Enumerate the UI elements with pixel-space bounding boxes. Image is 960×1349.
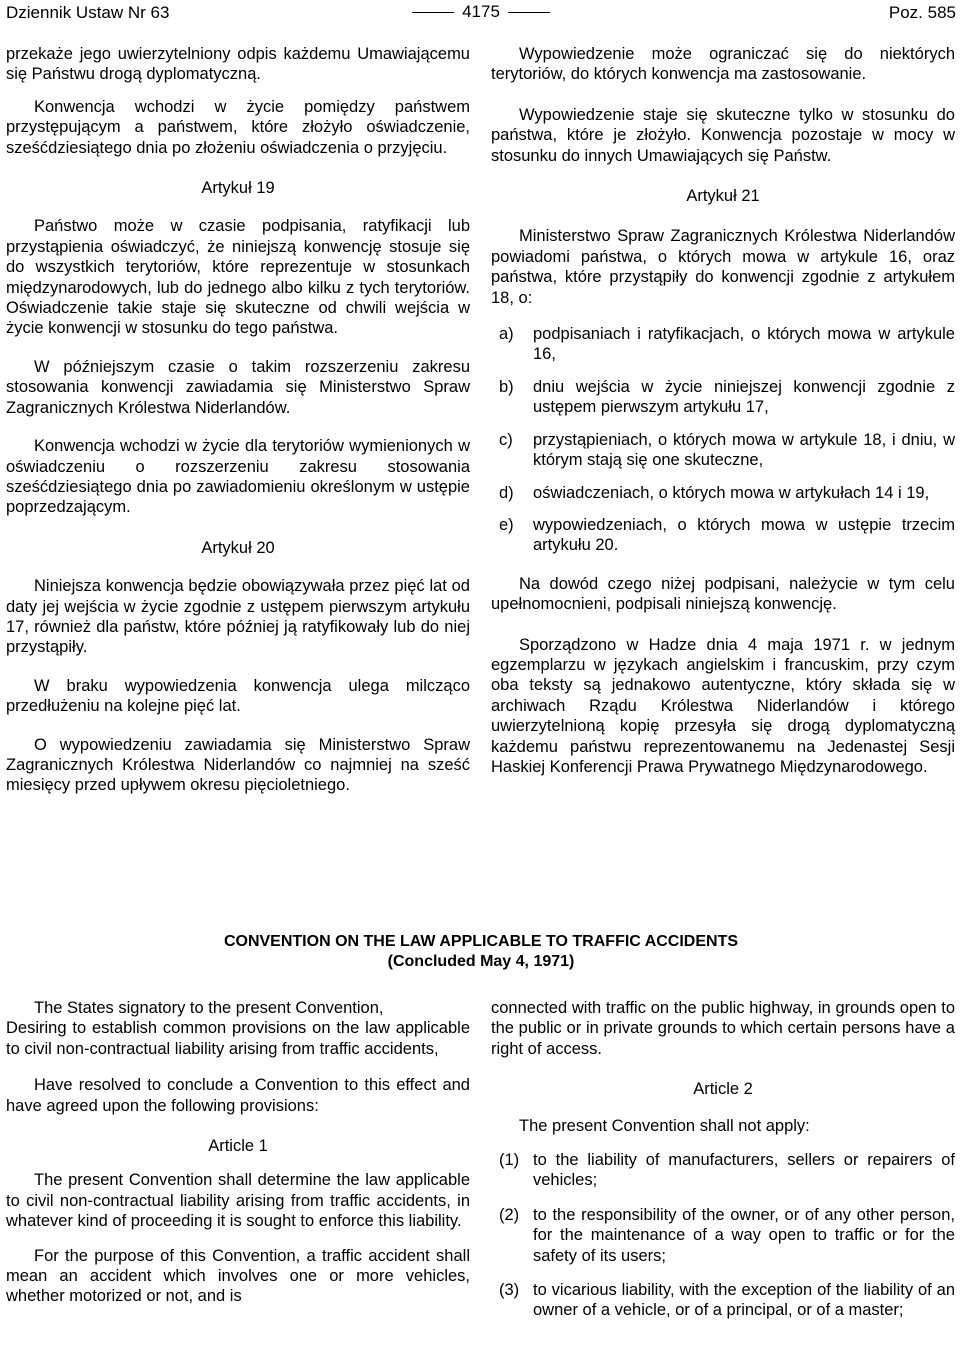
paragraph: Sporządzono w Hadze dnia 4 maja 1971 r. w jednym egzemplarzu w językach angielskim i francuskim, przy czym oba teksty są jednakowo autentyczne, który składa się w archiwach Rządu Królestwa Niderlandów i którego uwierzytelnioną kopię przesyła się drogą dyplomatyczną każdemu państwu reprezentowanemu na Jedenastej Sesji Haskiej Konferencji Prawa Prywatnego Międzynarodowego. [491,635,955,776]
page-number-group [412,2,550,22]
paragraph: The present Convention shall not apply: [519,1116,810,1135]
list-item [491,1205,955,1266]
paragraph: For the purpose of this Convention, a traffic accident shall mean an accident which involves one or more vehicles, whether motorized or not, and is [6,1246,470,1306]
list-item [491,515,955,556]
polish-left-column [6,44,470,808]
list-item [491,483,955,503]
list-label: (2) [499,1205,520,1224]
english-left-column [6,998,470,1319]
paragraph: Have resolved to conclude a Convention to this effect and have agreed upon the following provisions: [6,1076,470,1115]
list-text: przystąpieniach, o których mowa w artykule 18, i dniu, w którym stają się one skuteczne, [533,430,955,470]
convention-subtitle: (Concluded May 4, 1971) [387,953,575,970]
paragraph: Wypowiedzenie może ograniczać się do niektórych terytoriów, do których konwencja ma zastosowanie. [491,45,955,84]
journal-name: Dziennik Ustaw Nr 63 [6,2,170,22]
paragraph: przekaże jego uwierzytelniony odpis każdemu Umawiającemu się Państwu drogą dyplomatyczną. [6,45,470,84]
list-text: to the responsibility of the owner, or of any other person, for the maintenance of a way open to traffic or for the safety of its users; [533,1205,955,1265]
paragraph: Desiring to establish common provisions on the law applicable to civil non-contractual liability arising from traffic accidents, [6,1019,470,1058]
list-item [491,1280,955,1321]
paragraph: W braku wypowiedzenia konwencja ulega milcząco przedłużeniu na kolejne pięć lat. [6,676,470,716]
paragraph: The States signatory to the present Convention, [34,999,384,1017]
list-label: b) [499,377,514,396]
dash-left [412,12,454,13]
list-label: c) [499,430,513,449]
list-text: dniu wejścia w życie niniejszej konwencji zgodnie z ustępem pierwszym artykułu 17, [533,377,955,417]
page-header [6,0,956,24]
list-item [491,1150,955,1191]
paragraph: The present Convention shall determine the law applicable to civil non-contractual liability arising from traffic accidents, in whatever kind of proceeding it is sought to enforce this liability. [6,1171,470,1231]
paragraph: O wypowiedzeniu zawiadamia się Ministerstwo Spraw Zagranicznych Królestwa Niderlandów co najmniej na sześć miesięcy przed upływem okresu pięcioletniego. [6,735,470,795]
position-number: Poz. 585 [888,2,956,22]
paragraph: Ministerstwo Spraw Zagranicznych Królestwa Niderlandów powiadomi państwa, o których mowa w artykule 16, oraz państwa, które przystąpiły do konwencji zgodnie z artykułem 18, o: [491,227,955,307]
paragraph: Państwo może w czasie podpisania, ratyfikacji lub przystąpienia oświadczyć, że niniejszą konwencję stosuje się do wszystkich terytoriów, które reprezentuje w stosunkach międzynarodowych, lub do jednego albo kilku z tych terytoriów. Oświadczenie takie staje się skuteczne od chwili wejścia w życie konwencji w stosunku do tego państwa. [6,217,470,338]
article-20-heading: Artykuł 20 [201,538,275,557]
paragraph: Na dowód czego niżej podpisani, należycie w tym celu upełnomocnieni, podpisali niniejszą konwencję. [491,574,955,614]
list-text: wypowiedzeniach, o których mowa w ustępie trzecim artykułu 20. [533,515,955,555]
convention-title-block [6,932,956,972]
list-label: d) [499,483,514,502]
list-label: (1) [499,1151,520,1170]
paragraph: Konwencja wchodzi w życie dla terytoriów wymienionych w oświadczeniu o rozszerzeniu zakresu stosowania sześćdziesiątego dnia po zawiadomieniu określonym w ustępie poprzedzającym. [6,437,470,517]
list-item [491,324,955,365]
english-right-column [491,998,955,1333]
list-label: (3) [499,1281,520,1300]
list-text: to the liability of manufacturers, sellers or repairers of vehicles; [533,1151,955,1190]
list-text: to vicarious liability, with the exception of the liability of an owner of a vehicle, or of a principal, or of a master; [533,1281,955,1320]
document-page [6,0,956,1349]
list-item [491,377,955,418]
polish-right-column [491,44,955,789]
paragraph: Niniejsza konwencja będzie obowiązywała przez pięć lat od daty jej wejścia w życie zgodnie z ustępem pierwszym artykułu 17, również dla państw, które później ją ratyfikowały lub do niej przystąpiły. [6,577,470,657]
list-item [491,430,955,471]
paragraph: Wypowiedzenie staje się skuteczne tylko w stosunku do państwa, które je złożyło. Konwencja pozostaje w mocy w stosunku do innych Umawiających się Państw. [491,105,955,165]
paragraph: connected with traffic on the public highway, in grounds open to the public or in private grounds to which certain persons have a right of access. [491,999,955,1058]
convention-title: CONVENTION ON THE LAW APPLICABLE TO TRAFFIC ACCIDENTS [223,933,739,950]
dash-right [508,12,550,13]
page-number: 4175 [462,2,500,21]
paragraph: W późniejszym czasie o takim rozszerzeniu zakresu stosowania konwencji zawiadamia się Ministerstwo Spraw Zagranicznych Królestwa Niderlandów. [6,357,470,417]
article-19-heading: Artykuł 19 [201,179,275,198]
list-text: oświadczeniach, o których mowa w artykułach 14 i 19, [533,483,930,502]
article-21-heading: Artykuł 21 [686,187,760,206]
paragraph: Konwencja wchodzi w życie pomiędzy państwem przystępującym a państwem, które złożyło oświadczenie, sześćdziesiątego dnia po złożeniu oświadczenia o przyjęciu. [6,97,470,157]
article-2-heading: Article 2 [693,1080,753,1099]
list-label: e) [499,515,514,534]
list-label: a) [499,325,514,344]
list-text: podpisaniach i ratyfikacjach, o których mowa w artykule 16, [533,325,955,364]
article-1-heading: Article 1 [208,1137,268,1156]
